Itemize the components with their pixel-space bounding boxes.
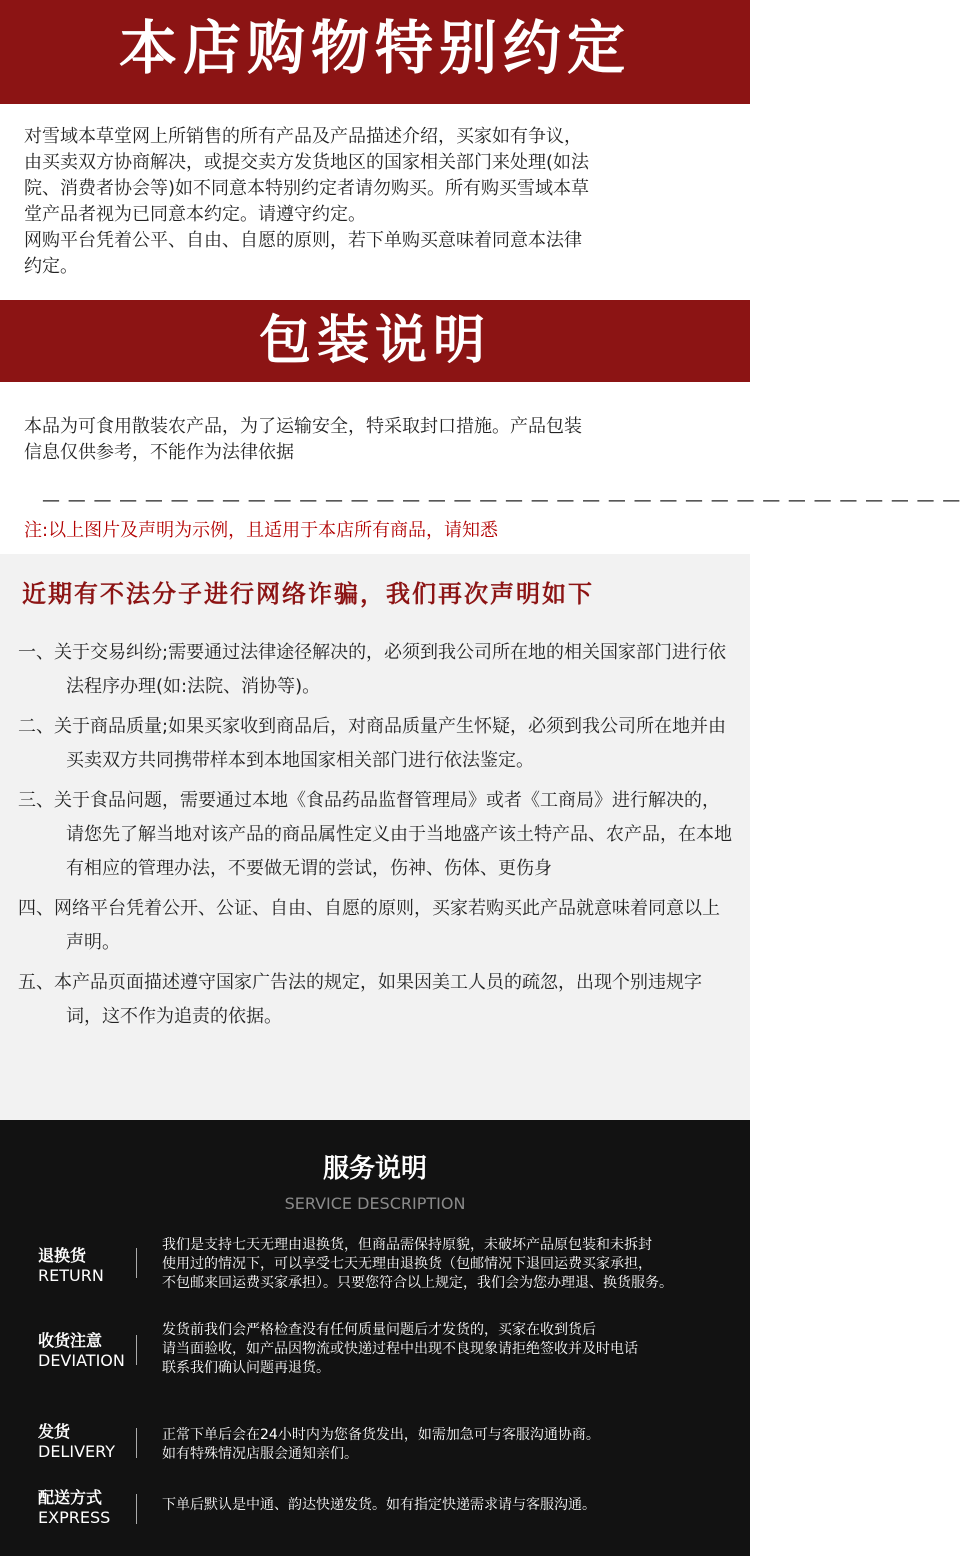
packaging-line: 信息仅供参考，不能作为法律依据 — [24, 442, 294, 463]
row-line: 请当面验收，如产品因物流或快递过程中出现不良现象请拒绝签收并及时电话 — [162, 1341, 638, 1357]
row-label-cn: 发货 — [38, 1422, 71, 1441]
service-subtitle: SERVICE DESCRIPTION — [284, 1194, 466, 1213]
agreement-line: 约定。 — [24, 256, 78, 277]
notice-item: 四、网络平台凭着公开、公证、自由、自愿的原则，买家若购买此产品就意味着同意以上声明。 — [18, 898, 720, 953]
notice-item: 一、关于交易纠纷;需要通过法律途径解决的，必须到我公司所在地的相关国家部门进行依法程序办理(如:法院、消协等)。 — [18, 642, 727, 697]
row-line: 联系我们确认问题再退货。 — [162, 1360, 330, 1376]
row-line: 正常下单后会在24小时内为您备货发出，如需加急可与客服沟通协商。 — [162, 1427, 600, 1443]
row-label-cn: 配送方式 — [38, 1488, 103, 1507]
row-divider — [136, 1428, 137, 1458]
row-text — [162, 1321, 732, 1378]
row-label — [38, 1331, 125, 1371]
row-text — [162, 1496, 732, 1515]
agreement-line: 网购平台凭着公平、自由、自愿的原则，若下单购买意味着同意本法律 — [24, 230, 582, 251]
agreement-text — [0, 104, 750, 280]
row-label-cn: 收货注意 — [38, 1331, 103, 1350]
row-line: 我们是支持七天无理由退换货，但商品需保持原貌，未破坏产品原包装和未拆封 — [162, 1237, 652, 1253]
notice-item: 三、关于食品问题，需要通过本地《食品药品监督管理局》或者《工商局》进行解决的，请您先了解当地对该产品的商品属性定义由于当地盛产该土特产品、农产品，在本地有相应的管理办法，不要做无谓的尝试，伤神、伤体、更伤身 — [18, 790, 732, 879]
packaging-text — [0, 382, 750, 466]
agreement-line: 院、消费者协会等)如不同意本特别约定者请勿购买。所有购买雪域本草 — [24, 178, 590, 199]
row-line: 下单后默认是中通、韵达快递发货。如有指定快递需求请与客服沟通。 — [162, 1497, 596, 1513]
notice-list — [0, 612, 750, 1034]
agreement-line: 由买卖双方协商解决，或提交卖方发货地区的国家相关部门来处理(如法 — [24, 152, 590, 173]
dashed-divider: — — — — — — — — — — — — — — — — — — — — — — — — — — — — — — — — — — — — — [42, 490, 961, 511]
fraud-notice-section — [0, 554, 750, 1120]
row-label-en: DELIVERY — [38, 1442, 115, 1461]
packaging-banner — [0, 300, 750, 382]
agreement-banner — [0, 0, 750, 104]
notice-item: 五、本产品页面描述遵守国家广告法的规定，如果因美工人员的疏忽，出现个别违规字词，这不作为追责的依据。 — [18, 972, 702, 1027]
fraud-notice-heading: 近期有不法分子进行网络诈骗，我们再次声明如下 — [22, 580, 594, 608]
row-divider — [136, 1248, 137, 1278]
row-divider — [136, 1494, 137, 1524]
example-note: 注:以上图片及声明为示例，且适用于本店所有商品，请知悉 — [24, 520, 499, 541]
service-title: 服务说明 — [322, 1154, 427, 1184]
row-label-cn: 退换货 — [38, 1246, 87, 1265]
agreement-title: 本店购物特别约定 — [118, 14, 631, 82]
row-line: 使用过的情况下，可以享受七天无理由退换货（包邮情况下退回运费买家承担， — [162, 1256, 652, 1272]
row-label — [38, 1488, 110, 1528]
row-line: 发货前我们会严格检查没有任何质量问题后才发货的，买家在收到货后 — [162, 1322, 596, 1338]
row-label-en: RETURN — [38, 1266, 104, 1285]
agreement-line: 堂产品者视为已同意本约定。请遵守约定。 — [24, 204, 366, 225]
row-text — [162, 1426, 732, 1464]
row-line: 不包邮来回运费买家承担）。只要您符合以上规定，我们会为您办理退、换货服务。 — [162, 1275, 673, 1291]
service-section — [0, 1120, 750, 1556]
agreement-line: 对雪域本草堂网上所销售的所有产品及产品描述介绍，买家如有争议， — [24, 126, 582, 147]
packaging-title: 包装说明 — [258, 311, 491, 371]
row-label — [38, 1422, 115, 1462]
row-label-en: DEVIATION — [38, 1351, 125, 1370]
packaging-line: 本品为可食用散装农产品，为了运输安全，特采取封口措施。产品包装 — [24, 416, 582, 437]
row-label-en: EXPRESS — [38, 1508, 111, 1527]
row-label — [38, 1246, 104, 1286]
row-text — [162, 1236, 732, 1293]
notice-item: 二、关于商品质量;如果买家收到商品后，对商品质量产生怀疑，必须到我公司所在地并由买卖双方共同携带样本到本地国家相关部门进行依法鉴定。 — [18, 716, 727, 771]
row-divider — [136, 1335, 137, 1365]
row-line: 如有特殊情况店服会通知亲们。 — [162, 1446, 358, 1462]
